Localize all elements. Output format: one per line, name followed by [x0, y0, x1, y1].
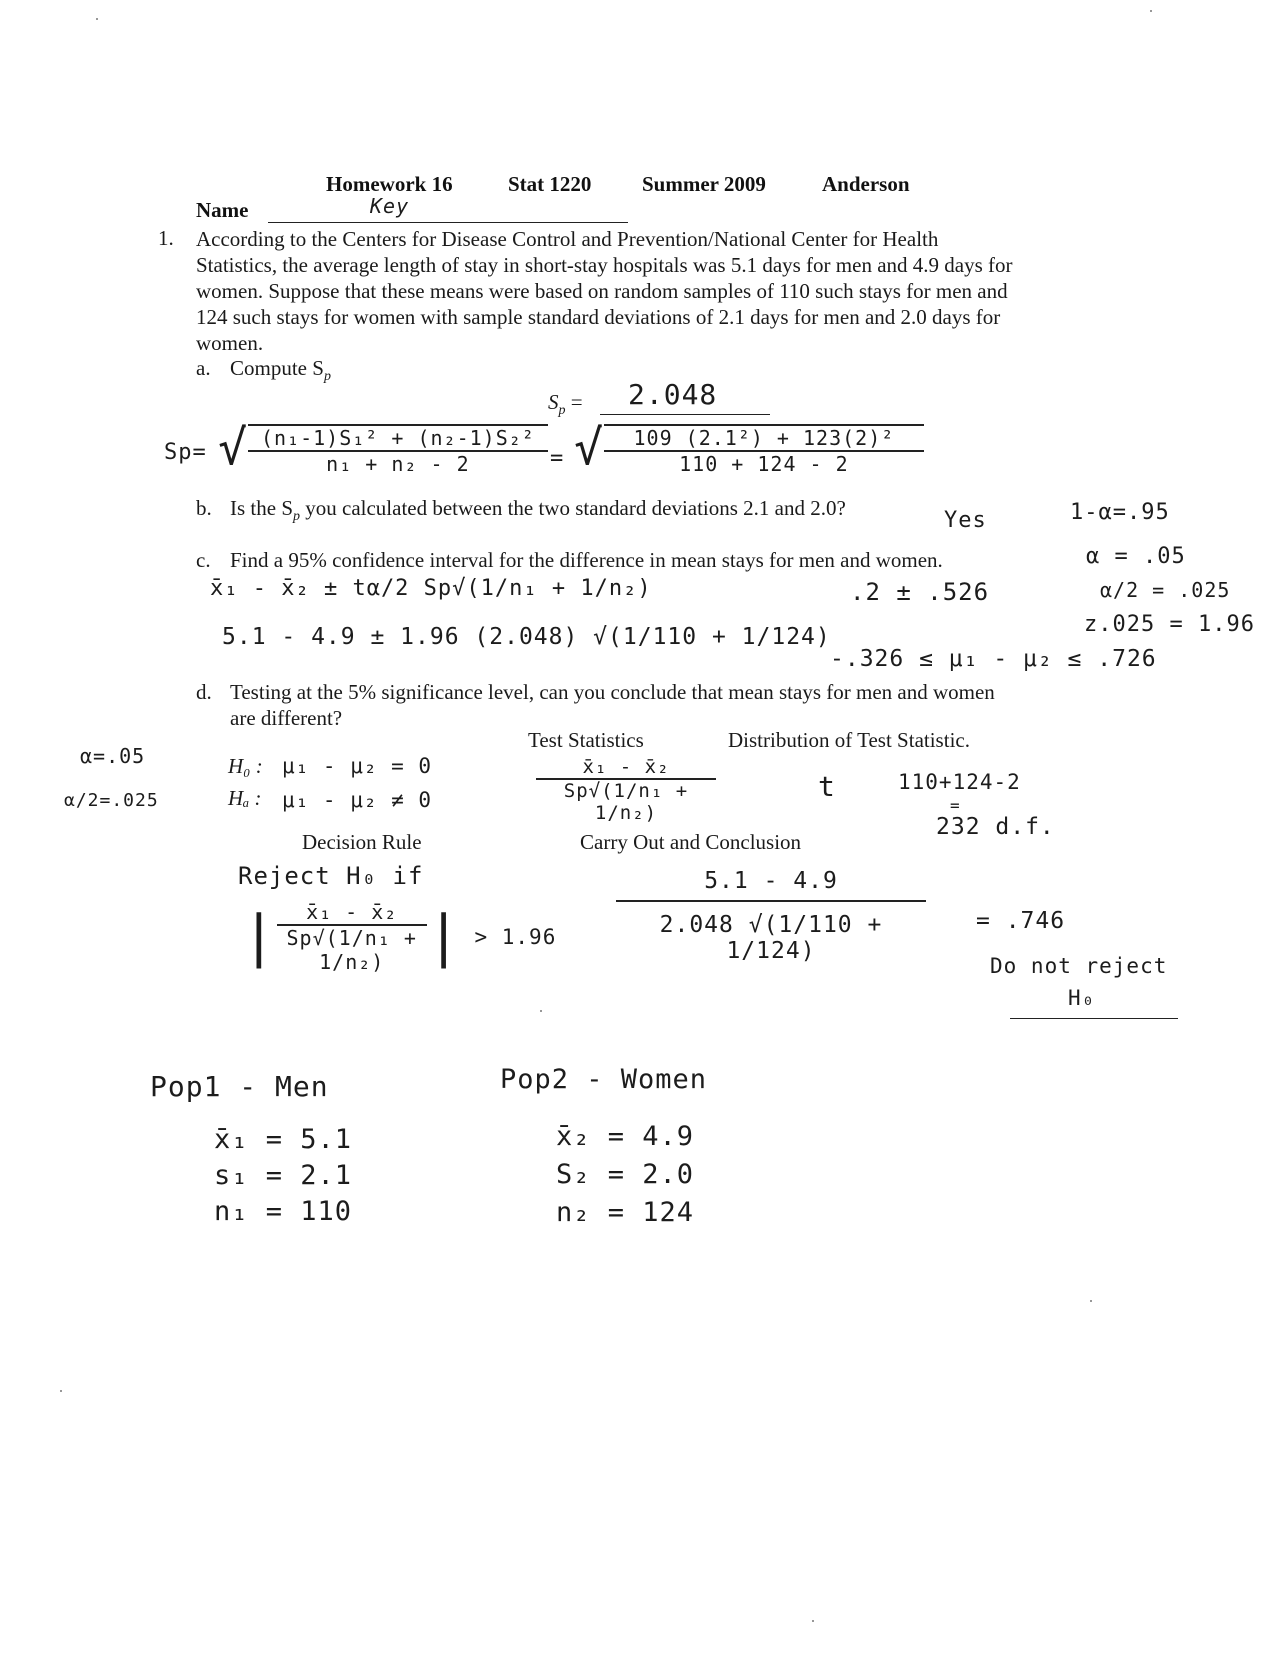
- sp-subst-denominator: 110 + 124 - 2: [604, 450, 924, 476]
- problem-line: According to the Centers for Disease Control and Prevention/National Center for Health: [196, 227, 939, 251]
- part-c-prompt: Find a 95% confidence interval for the difference in mean stays for men and women.: [230, 548, 943, 572]
- alpha-half-value: α/2 = .025: [1100, 578, 1231, 602]
- scan-speck: [1090, 1300, 1092, 1302]
- term: Summer 2009: [642, 172, 766, 196]
- problem-line: women.: [196, 331, 264, 355]
- part-c-letter: c.: [196, 548, 211, 572]
- pop2-n: n₂ = 124: [556, 1197, 695, 1228]
- alpha-value: α = .05: [1086, 544, 1186, 569]
- ci-formula: x̄₁ - x̄₂ ± tα/2 Sp√(1/n₁ + 1/n₂): [210, 576, 652, 601]
- sp-equals: =: [570, 390, 583, 414]
- ci-point-margin: .2 ± .526: [850, 578, 990, 606]
- part-b-letter: b.: [196, 496, 212, 520]
- test-stat-label: Test Statistics: [528, 728, 644, 752]
- pop2-sd: S₂ = 2.0: [556, 1159, 695, 1190]
- part-b-answer: Yes: [944, 508, 987, 533]
- part-a-prompt-text: Compute S: [230, 356, 324, 380]
- pop1-mean: x̄₁ = 5.1: [214, 1124, 353, 1155]
- sp-subst-numerator: 109 (2.1²) + 123(2)²: [633, 426, 895, 450]
- pop2-title: Pop2 - Women: [500, 1064, 708, 1095]
- degrees-of-freedom: 232 d.f.: [936, 814, 1055, 840]
- test-stat-denominator: Sp√(1/n₁ + 1/n₂): [536, 778, 716, 824]
- alpha-note: α=.05: [80, 744, 146, 768]
- sp-formula-denominator: n₁ + n₂ - 2: [248, 450, 548, 476]
- sp-symbol: S: [548, 390, 559, 414]
- test-stat-value: = .746: [976, 908, 1066, 934]
- name-label: Name: [196, 198, 249, 222]
- df-equals: =: [950, 796, 961, 815]
- df-expression: 110+124-2: [898, 770, 1021, 794]
- carry-out-computation: [616, 868, 926, 964]
- decision-rule-label: Decision Rule: [302, 830, 422, 854]
- scan-speck: [60, 1390, 62, 1392]
- sp-formula-lhs: Sp=: [164, 440, 207, 465]
- sp-answer-value: 2.048: [628, 378, 718, 411]
- pop1-stats: [214, 1122, 352, 1230]
- name-underline: [268, 222, 628, 223]
- instructor: Anderson: [822, 172, 910, 196]
- z-critical-value: z.025 = 1.96: [1084, 612, 1255, 637]
- distribution-symbol: t: [818, 770, 836, 803]
- decision-rule-formula: | $\frac{\text{x̄₁ - x̄₂}}{\text{Sp√(1/n₁ + 1/n₂)}}$ | > 1.96: [242, 900, 557, 974]
- confidence-level-note: 1-α=.95: [1070, 500, 1170, 525]
- sp-symbol-sub: p: [558, 403, 566, 419]
- decision-rule-text: Reject H₀ if: [238, 862, 424, 890]
- part-b-prompt-post: you calculated between the two standard deviations 2.1 and 2.0?: [300, 496, 846, 520]
- part-a-prompt-sub: p: [323, 369, 331, 385]
- part-b-prompt: [230, 496, 846, 525]
- part-a-letter: a.: [196, 356, 211, 380]
- conclusion-line-1: Do not reject: [990, 954, 1168, 978]
- conclusion-line-2: H₀: [1068, 986, 1096, 1010]
- pop1-n: n₁ = 110: [214, 1196, 353, 1227]
- ha-label: Hₐ :: [228, 786, 262, 810]
- part-b-prompt-sub: p: [293, 509, 300, 525]
- pop2-mean: x̄₂ = 4.9: [556, 1121, 695, 1152]
- pop1-title: Pop1 - Men: [150, 1070, 329, 1103]
- problem-text: [196, 226, 1196, 356]
- sp-answer-underline: [600, 414, 770, 415]
- conclusion-underline: [1010, 1018, 1178, 1019]
- decision-numerator: x̄₁ - x̄₂: [306, 900, 398, 924]
- decision-denominator: Sp√(1/n₁ + 1/n₂): [277, 924, 427, 974]
- scan-speck: [540, 1010, 542, 1012]
- scan-speck: [812, 1620, 814, 1622]
- course-code: Stat 1220: [508, 172, 592, 196]
- carry-out-label: Carry Out and Conclusion: [580, 830, 802, 854]
- null-hypothesis: μ₁ - μ₂ = 0: [282, 754, 433, 778]
- scan-speck: [1150, 10, 1152, 12]
- part-d-letter: d.: [196, 680, 212, 704]
- problem-line: Statistics, the average length of stay in short-stay hospitals was 5.1 days for men and 4.9 days for: [196, 253, 1013, 277]
- problem-line: women. Suppose that these means were based on random samples of 110 such stays for men and: [196, 279, 1008, 303]
- sp-formula: √ $\frac{\text{(n₁-1)S₁² + (n₂-1)S₂²}}{\text{n₁ + n₂ - 2}}$: [218, 424, 548, 476]
- carry-numerator: 5.1 - 4.9: [704, 868, 838, 894]
- sp-substitution: √ $\frac{\text{109 (2.1²) + 123(2)²}}{110 + 124 - 2}$: [574, 424, 924, 476]
- test-stat-numerator: x̄₁ - x̄₂: [582, 756, 670, 778]
- pop1-sd: s₁ = 2.1: [214, 1160, 353, 1191]
- part-d-prompt-1: Testing at the 5% significance level, can you conclude that mean stays for men and women: [230, 680, 995, 704]
- ci-substitution: 5.1 - 4.9 ± 1.96 (2.048) √(1/110 + 1/124): [222, 624, 831, 650]
- part-b-prompt-pre: Is the S: [230, 496, 293, 520]
- sp-answer-label: [548, 390, 583, 419]
- problem-number: 1.: [158, 226, 174, 250]
- sp-formula-numerator: (n₁-1)S₁² + (n₂-1)S₂²: [260, 426, 535, 450]
- hw-title: Homework 16: [326, 172, 453, 196]
- pop2-stats: [556, 1118, 694, 1232]
- part-a-prompt: [230, 356, 331, 385]
- decision-comparison: > 1.96: [474, 925, 557, 949]
- distribution-label: Distribution of Test Statistic.: [728, 728, 970, 752]
- name-value: Key: [370, 194, 410, 218]
- ci-interval: -.326 ≤ μ₁ - μ₂ ≤ .726: [830, 646, 1157, 672]
- test-stat-formula: [536, 756, 716, 824]
- problem-line: 124 such stays for women with sample standard deviations of 2.1 days for men and 2.0 days for: [196, 305, 1001, 329]
- alt-hypothesis: μ₁ - μ₂ ≠ 0: [282, 788, 433, 812]
- sp-subst-equals: =: [550, 446, 565, 471]
- h0-label: H₀ :: [228, 754, 263, 778]
- carry-denominator: 2.048 √(1/110 + 1/124): [616, 900, 926, 964]
- part-d-prompt-2: are different?: [230, 706, 343, 730]
- alpha-half-note: α/2=.025: [64, 790, 159, 811]
- scan-speck: [96, 18, 98, 20]
